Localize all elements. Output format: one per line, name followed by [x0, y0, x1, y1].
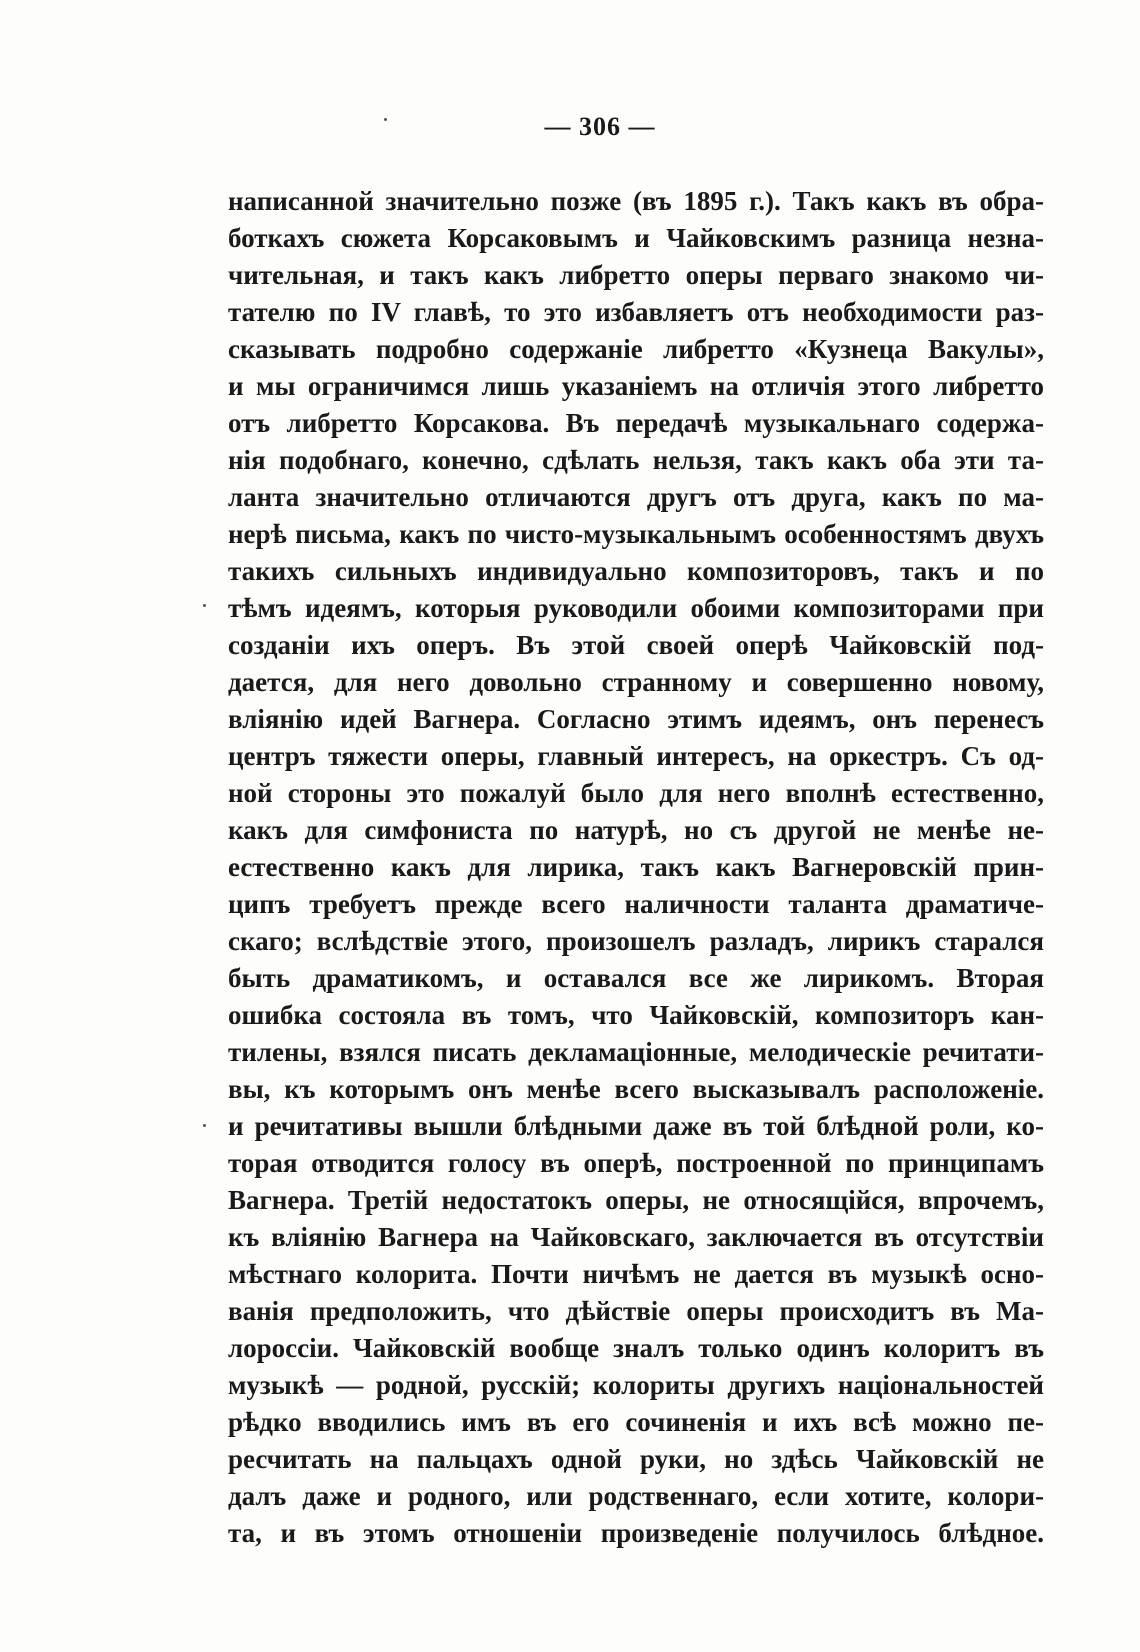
text-line: сказывать подробно содержаніе либретто «Кузнеца Вакулы»,: [228, 334, 1044, 364]
text-line: ной стороны это пожалуй было для него вполнѣ естественно,: [228, 778, 1044, 808]
print-speck: [384, 118, 387, 121]
text-line: чительная, и такъ какъ либретто оперы перваго знакомо чи-: [228, 260, 1044, 290]
body-text: [228, 183, 1044, 1552]
text-line: ресчитать на пальцахъ одной руки, но здѣсь Чайковскій не: [228, 1444, 1044, 1474]
text-line: такихъ сильныхъ индивидуально композиторовъ, такъ и по: [228, 556, 1044, 586]
page-number: — 306 —: [544, 112, 656, 141]
text-line: боткахъ сюжета Корсаковымъ и Чайковскимъ разница незна-: [228, 223, 1044, 253]
print-speck: [203, 1124, 206, 1127]
text-line: дается, для него довольно странному и совершенно новому,: [228, 667, 1044, 697]
text-line: музыкѣ — родной, русскій; колориты другихъ національностей: [228, 1370, 1044, 1400]
text-line: отъ либретто Корсакова. Въ передачѣ музыкальнаго содержа-: [228, 408, 1044, 438]
text-line: тилены, взялся писать декламаціонные, мелодическіе речитати-: [228, 1037, 1044, 1067]
text-line: ципъ требуетъ прежде всего наличности таланта драматиче-: [228, 889, 1044, 919]
text-line: та, и въ этомъ отношеніи произведеніе получилось блѣдное.: [228, 1518, 1044, 1548]
text-line: нія подобнаго, конечно, сдѣлать нельзя, такъ какъ оба эти та-: [228, 445, 1044, 475]
text-line: тателю по IV главѣ, то это избавляетъ отъ необходимости раз-: [228, 297, 1044, 327]
text-line: ошибка состояла въ томъ, что Чайковскій, композиторъ кан-: [228, 1000, 1044, 1030]
text-line: вы, къ которымъ онъ менѣе всего высказывалъ расположеніе.: [228, 1074, 1044, 1104]
text-line: и мы ограничимся лишь указаніемъ на отличія этого либретто: [228, 371, 1044, 401]
text-line: къ вліянію Вагнера на Чайковскаго, заключается въ отсутствіи: [228, 1222, 1044, 1252]
text-line: вліянію идей Вагнера. Согласно этимъ идеямъ, онъ перенесъ: [228, 704, 1044, 734]
text-line: нерѣ письма, какъ по чисто-музыкальнымъ особенностямъ двухъ: [228, 519, 1044, 549]
text-line: написанной значительно позже (въ 1895 г.). Такъ какъ въ обра-: [228, 186, 1044, 216]
text-line: рѣдко вводились имъ въ его сочиненія и ихъ всѣ можно пе-: [228, 1407, 1044, 1437]
text-line: какъ для симфониста по натурѣ, но съ другой не менѣе не-: [228, 815, 1044, 845]
print-speck: [203, 604, 206, 607]
text-line: скаго; вслѣдствіе этого, произошелъ разладъ, лирикъ старался: [228, 926, 1044, 956]
text-line: быть драматикомъ, и оставался все же лирикомъ. Вторая: [228, 963, 1044, 993]
text-line: тѣмъ идеямъ, которыя руководили обоими композиторами при: [228, 593, 1044, 623]
text-line: лороссіи. Чайковскій вообще зналъ только одинъ колоритъ въ: [228, 1333, 1044, 1363]
text-line: далъ даже и родного, или родственнаго, если хотите, колори-: [228, 1481, 1044, 1511]
text-line: мѣстнаго колорита. Почти ничѣмъ не дается въ музыкѣ осно-: [228, 1259, 1044, 1289]
text-line: ланта значительно отличаются другъ отъ друга, какъ по ма-: [228, 482, 1044, 512]
text-line: естественно какъ для лирика, такъ какъ Вагнеровскій прин-: [228, 852, 1044, 882]
text-line: Вагнера. Третій недостатокъ оперы, не относящійся, впрочемъ,: [228, 1185, 1044, 1215]
text-line: ванія предположить, что дѣйствіе оперы происходитъ въ Ма-: [228, 1296, 1044, 1326]
text-line: и речитативы вышли блѣдными даже въ той блѣдной роли, ко-: [228, 1111, 1044, 1141]
text-line: центръ тяжести оперы, главный интересъ, на оркестръ. Съ од-: [228, 741, 1044, 771]
text-line: созданіи ихъ оперъ. Въ этой своей оперѣ Чайковскій под-: [228, 630, 1044, 660]
text-line: торая отводится голосу въ оперѣ, построенной по принципамъ: [228, 1148, 1044, 1178]
